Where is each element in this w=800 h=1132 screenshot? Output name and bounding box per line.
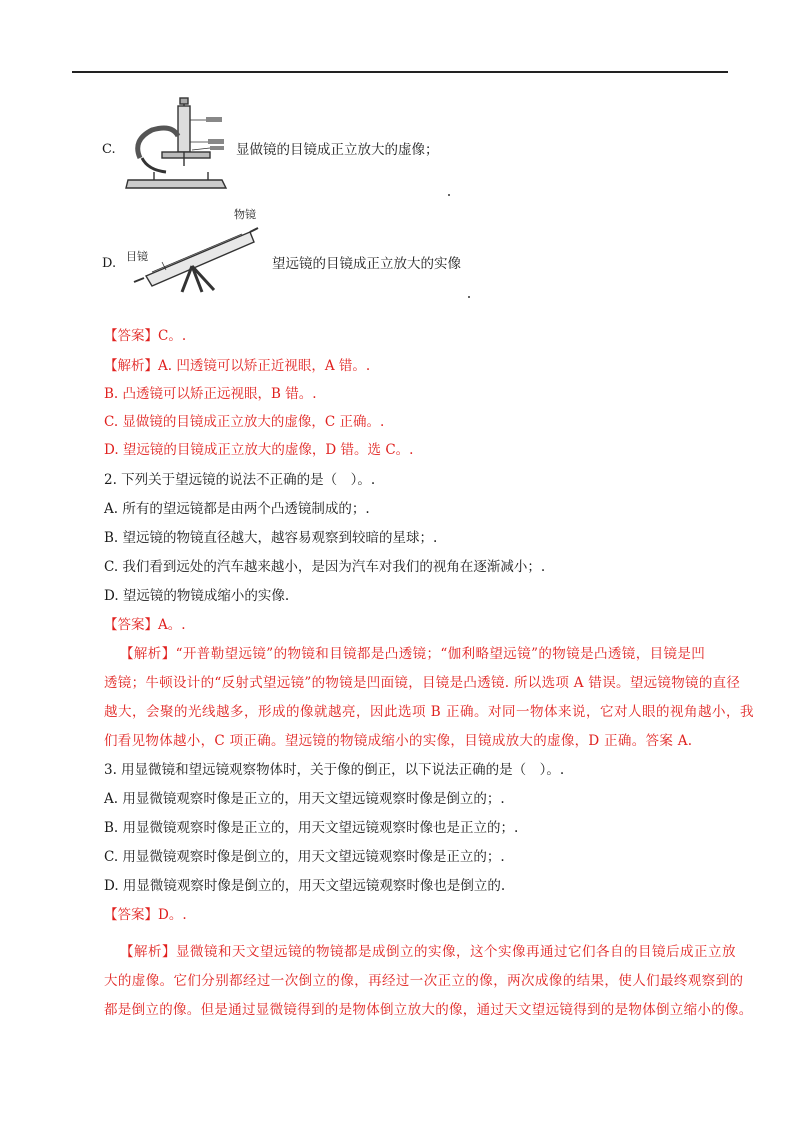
microscope-figure — [122, 96, 234, 192]
q3-option: C. 用显微镜观察时像是倒立的，用天文望远镜观察时像是正立的；. — [104, 849, 505, 865]
q2-stem: 2. 下列关于望远镜的说法不正确的是（ ）。. — [104, 472, 376, 488]
q1-answer: 【答案】C。. — [104, 328, 187, 344]
option-d-text: 望远镜的目镜成正立放大的实像 — [272, 256, 461, 272]
q1-analysis-line: 【解析】A. 凹透镜可以矫正近视眼，A 错。. — [104, 358, 371, 374]
q2-option: A. 所有的望远镜都是由两个凸透镜制成的；. — [104, 501, 370, 517]
scan-speck — [468, 296, 470, 298]
objective-label: 物镜 — [234, 208, 256, 221]
option-d-letter: D. — [102, 256, 117, 271]
q3-analysis-line: 【解析】显微镜和天文望远镜的物镜都是成倒立的实像，这个实像再通过它们各自的目镜后成正立放 — [120, 944, 736, 960]
q1-analysis-line: B. 凸透镜可以矫正远视眼，B 错。. — [104, 386, 317, 402]
telescope-figure — [122, 206, 272, 294]
q2-option: D. 望远镜的物镜成缩小的实像. — [104, 588, 290, 604]
eyepiece-label: 目镜 — [126, 250, 148, 263]
q2-analysis-line: 透镜；牛顿设计的“反射式望远镜”的物镜是凹面镜，目镜是凸透镜. 所以选项 A 错误。望远镜物镜的直径 — [104, 675, 741, 691]
q3-answer: 【答案】D。. — [104, 907, 187, 923]
q3-analysis-line: 大的虚像。它们分别都经过一次倒立的像，再经过一次正立的像，两次成像的结果，使人们最终观察到的 — [104, 973, 744, 989]
q3-option: B. 用显微镜观察时像是正立的，用天文望远镜观察时像也是正立的；. — [104, 820, 519, 836]
q1-analysis-line: C. 显做镜的目镜成正立放大的虚像，C 正确。. — [104, 414, 385, 430]
option-c-text: 显做镜的目镜成正立放大的虚像； — [236, 142, 439, 158]
q2-option: B. 望远镜的物镜直径越大，越容易观察到较暗的星球；. — [104, 530, 438, 546]
q3-stem: 3. 用显微镜和望远镜观察物体时，关于像的倒正，以下说法正确的是（ ）。. — [104, 762, 565, 778]
scan-speck — [448, 194, 450, 196]
option-c-letter: C. — [102, 142, 116, 157]
q2-analysis-line: 越大，会聚的光线越多，形成的像就越亮，因此选项 B 正确。对同一物体来说，它对人眼的视角越小，我 — [104, 704, 755, 720]
q2-analysis-line: 们看见物体越小，C 项正确。望远镜的物镜成缩小的实像，目镜成放大的虚像，D 正确。答案 A. — [104, 733, 693, 749]
q2-analysis-line: 【解析】“开普勒望远镜”的物镜和目镜都是凸透镜；“伽利略望远镜”的物镜是凸透镜，目镜是凹 — [120, 646, 706, 662]
q2-option: C. 我们看到远处的汽车越来越小，是因为汽车对我们的视角在逐渐减小；. — [104, 559, 546, 575]
header-rule — [72, 71, 728, 73]
q2-answer: 【答案】A。. — [104, 617, 186, 633]
q3-analysis-line: 都是倒立的像。但是通过显微镜得到的是物体倒立放大的像，通过天文望远镜得到的是物体倒立缩小的像。 — [104, 1002, 753, 1018]
q1-analysis-line: D. 望远镜的目镜成正立放大的虚像，D 错。选 C。. — [104, 442, 414, 458]
q3-option: D. 用显微镜观察时像是倒立的，用天文望远镜观察时像也是倒立的. — [104, 878, 506, 894]
q3-option: A. 用显微镜观察时像是正立的，用天文望远镜观察时像是倒立的；. — [104, 791, 505, 807]
